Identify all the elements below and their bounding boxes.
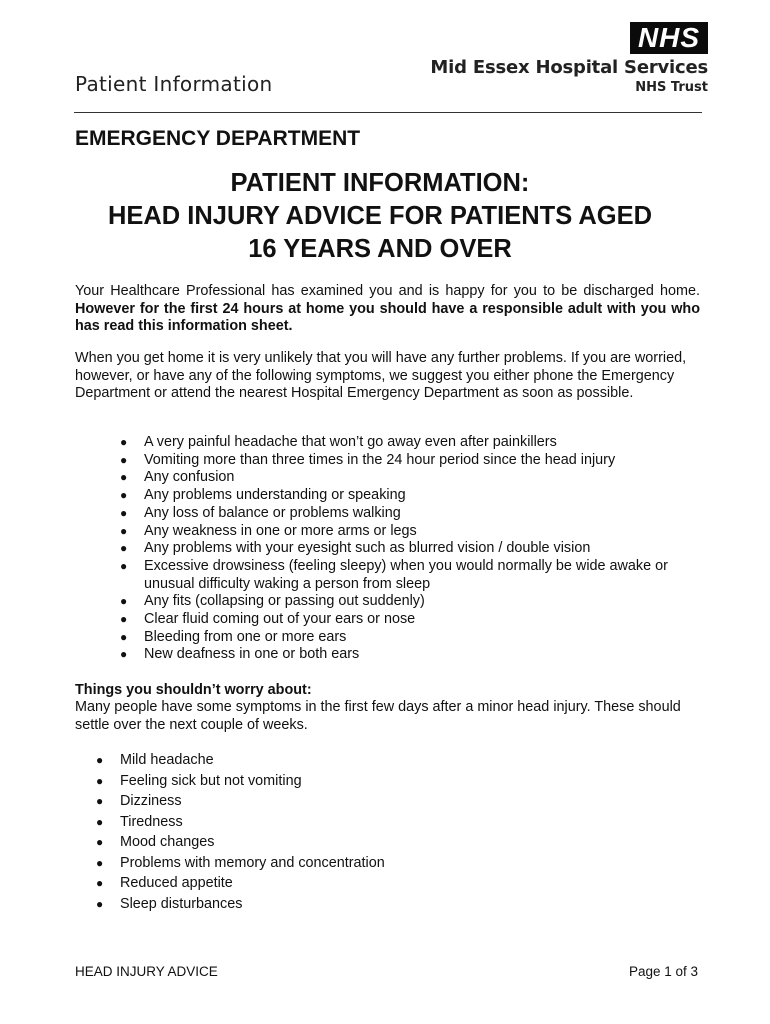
title-line-2: HEAD INJURY ADVICE FOR PATIENTS AGED — [107, 202, 653, 230]
bullet-icon: ● — [120, 452, 128, 467]
list-item-text: Sleep disturbances — [120, 895, 243, 912]
intro-bold-text: However for the first 24 hours at home you should have a responsible adult with you who has read this information sheet. — [75, 300, 700, 334]
title-line-3: 16 YEARS AND OVER — [248, 235, 512, 263]
list-item-text: Bleeding from one or more ears — [144, 628, 347, 645]
list-item-text: Problems with memory and concentration — [120, 854, 385, 871]
symptom-list — [120, 434, 704, 664]
list-item-text: Mild headache — [120, 752, 214, 768]
bullet-icon: ● — [120, 435, 128, 449]
bullet-icon: ● — [120, 505, 128, 520]
list-item — [120, 628, 704, 647]
bullet-icon: ● — [120, 523, 128, 538]
bullet-icon: ● — [96, 896, 104, 911]
list-item — [120, 540, 704, 558]
dont-worry-paragraph: Many people have some symptoms in the first few days after a minor head injury. These should settle over the next couple of weeks. — [75, 699, 681, 733]
organisation-name: Mid Essex Hospital Services — [430, 57, 708, 78]
section-label: Patient Information — [75, 72, 273, 96]
symptoms-intro-paragraph: When you get home it is very unlikely that you will have any further problems. If you are worried, however, or have any of the following symptoms, we suggest you either phone the Emergency Department or attend the nearest Hospital Emergency Department as soon as possible. — [75, 350, 687, 401]
page-number: Page 1 of 3 — [628, 964, 698, 979]
bullet-icon: ● — [120, 647, 128, 662]
list-item-text: Vomiting more than three times in the 24 hour period since the head injury — [144, 451, 616, 468]
bullet-icon: ● — [120, 470, 128, 485]
bullet-icon: ● — [120, 629, 128, 644]
organisation-subtitle: NHS Trust — [635, 80, 708, 95]
list-item-text: Any problems understanding or speaking — [144, 487, 406, 504]
bullet-icon: ● — [120, 594, 128, 609]
list-item-text: Dizziness — [120, 793, 182, 809]
list-item-text: Any confusion — [144, 469, 235, 486]
list-item — [96, 853, 620, 874]
list-item — [96, 771, 620, 792]
list-item — [120, 487, 704, 505]
list-item — [120, 611, 704, 629]
header-divider — [74, 112, 702, 113]
list-item-text: New deafness in one or both ears — [144, 646, 360, 663]
list-item-text: Reduced appetite — [120, 875, 233, 891]
bullet-icon: ● — [96, 876, 104, 890]
list-item-text: Any problems with your eyesight such as blurred vision / double vision — [144, 540, 591, 557]
list-item — [120, 646, 704, 664]
intro-text: Your Healthcare Professional has examined you and is happy for you to be discharged home. — [75, 283, 700, 299]
list-item-text: Any weakness in one or more arms or legs — [144, 522, 417, 539]
bullet-icon: ● — [120, 612, 128, 627]
list-item-text: Any loss of balance or problems walking — [144, 504, 401, 521]
bullet-icon: ● — [96, 835, 104, 849]
bullet-icon: ● — [120, 488, 128, 503]
list-item — [120, 522, 704, 541]
dont-worry-list — [96, 750, 620, 914]
list-item — [120, 469, 704, 487]
footer-title: HEAD INJURY ADVICE — [75, 964, 218, 979]
bullet-icon: ● — [120, 541, 128, 556]
title-line-1: PATIENT INFORMATION: — [230, 169, 530, 197]
list-item-text: Clear fluid coming out of your ears or nose — [144, 611, 416, 628]
list-item — [96, 894, 620, 915]
list-item-text: Tiredness — [120, 813, 183, 830]
list-item-text: Any fits (collapsing or passing out suddenly) — [144, 593, 425, 610]
list-item-text: A very painful headache that won’t go away even after painkillers — [144, 434, 557, 450]
list-item — [96, 873, 620, 894]
list-item — [120, 557, 704, 593]
bullet-icon: ● — [96, 814, 104, 829]
page-title — [60, 167, 700, 266]
list-item — [96, 812, 620, 833]
list-item — [96, 750, 620, 771]
bullet-icon: ● — [96, 855, 104, 870]
intro-paragraph — [75, 283, 700, 336]
bullet-icon: ● — [120, 558, 128, 573]
bullet-icon: ● — [96, 753, 104, 767]
list-item-text: Feeling sick but not vomiting — [120, 772, 302, 789]
list-item — [120, 451, 704, 470]
department-heading: EMERGENCY DEPARTMENT — [75, 127, 361, 150]
bullet-icon: ● — [96, 794, 104, 808]
bullet-icon: ● — [96, 773, 104, 788]
list-item — [120, 434, 704, 452]
list-item — [120, 504, 704, 523]
list-item-text: Excessive drowsiness (feeling sleepy) when you would normally be wide awake or unusual difficulty waking a person from sleep — [144, 557, 668, 592]
list-item — [120, 593, 704, 611]
nhs-logo: NHS — [630, 22, 708, 54]
list-item — [96, 791, 620, 812]
dont-worry-heading: Things you shouldn’t worry about: — [75, 682, 312, 698]
list-item — [96, 832, 620, 853]
list-item-text: Mood changes — [120, 834, 215, 850]
